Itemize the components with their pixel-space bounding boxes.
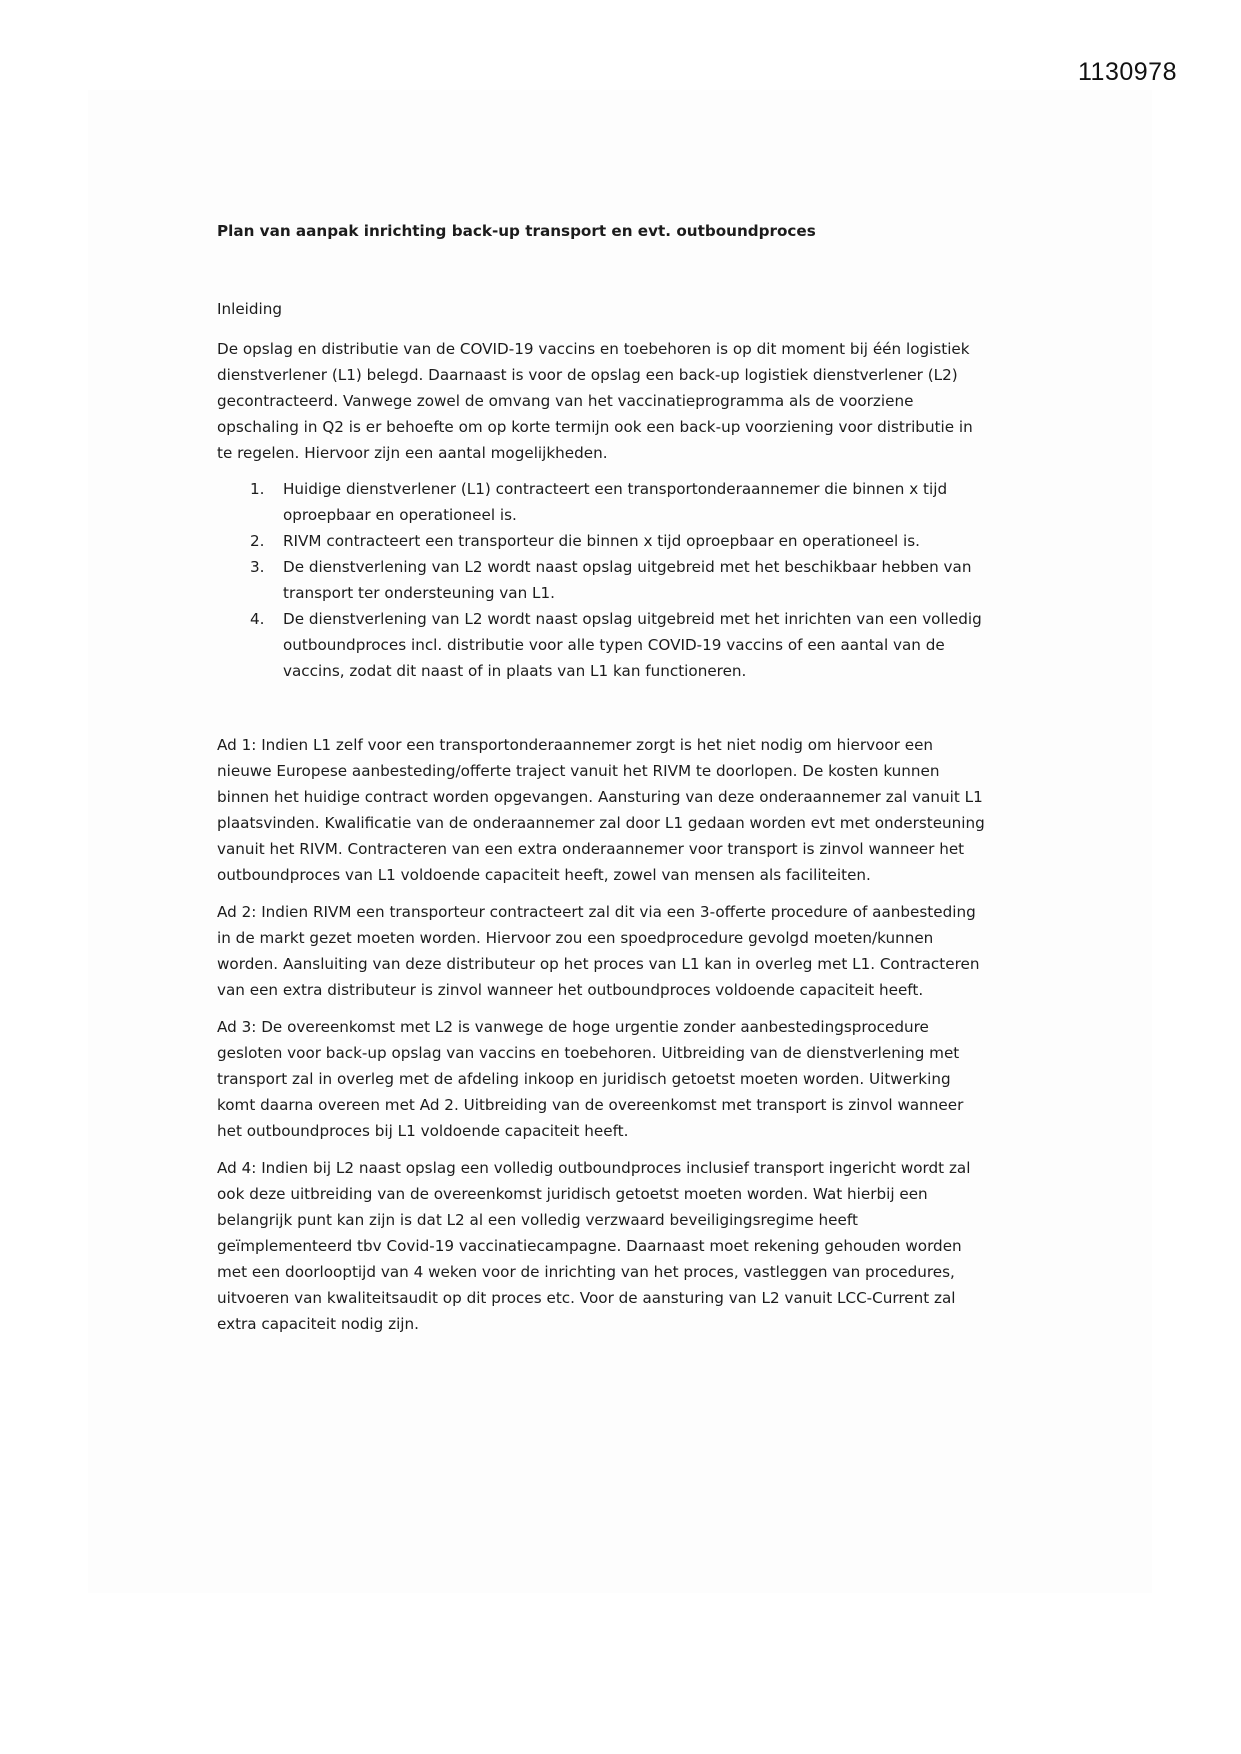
text-line: outboundproces incl. distributie voor alle typen COVID-19 vaccins of een aantal van de	[283, 636, 945, 654]
options-list	[217, 476, 1037, 684]
document-title: Plan van aanpak inrichting back-up transport en evt. outboundproces	[217, 222, 816, 240]
ad-2-paragraph	[217, 899, 1037, 1003]
text-line: dienstverlener (L1) belegd. Daarnaast is voor de opslag een back-up logistiek dienstverlener (L2)	[217, 366, 958, 384]
text-line: geïmplementeerd tbv Covid-19 vaccinatiecampagne. Daarnaast moet rekening gehouden worden	[217, 1237, 962, 1255]
text-line: transport zal in overleg met de afdeling inkoop en juridisch getoetst moeten worden. Uitwerking	[217, 1070, 951, 1088]
text-line: De opslag en distributie van de COVID-19 vaccins en toebehoren is op dit moment bij één logistiek	[217, 340, 970, 358]
section-heading-inleiding: Inleiding	[217, 300, 283, 318]
text-line: komt daarna overeen met Ad 2. Uitbreiding van de overeenkomst met transport is zinvol wanneer	[217, 1096, 964, 1114]
text-line: Huidige dienstverlener (L1) contracteert een transportonderaannemer die binnen x tijd	[283, 480, 948, 498]
option-item-3	[217, 554, 1037, 606]
text-line: vanuit het RIVM. Contracteren van een extra onderaannemer voor transport is zinvol wanneer het	[217, 840, 965, 858]
ad-4-paragraph	[217, 1155, 1037, 1337]
text-line: Ad 2: Indien RIVM een transporteur contracteert zal dit via een 3-offerte procedure of aanbesteding	[217, 903, 976, 921]
text-line: met een doorlooptijd van 4 weken voor de inrichting van het proces, vastleggen van procedures,	[217, 1263, 955, 1281]
option-item-2	[217, 528, 1037, 554]
text-line: binnen het huidige contract worden opgevangen. Aansturing van deze onderaannemer zal vanuit L1	[217, 788, 983, 806]
text-line: De dienstverlening van L2 wordt naast opslag uitgebreid met het inrichten van een volledig	[283, 610, 982, 628]
option-item-4	[217, 606, 1037, 684]
text-line: gecontracteerd. Vanwege zowel de omvang van het vaccinatieprogramma als de voorziene	[217, 392, 914, 410]
text-line: worden. Aansluiting van deze distributeur op het proces van L1 kan in overleg met L1. Contracteren	[217, 955, 980, 973]
text-line: nieuwe Europese aanbesteding/offerte traject vanuit het RIVM te doorlopen. De kosten kunnen	[217, 762, 940, 780]
text-line: Ad 3: De overeenkomst met L2 is vanwege de hoge urgentie zonder aanbestedingsprocedure	[217, 1018, 929, 1036]
list-number: 4.	[250, 610, 265, 628]
text-line: extra capaciteit nodig zijn.	[217, 1315, 419, 1333]
text-line: Ad 4: Indien bij L2 naast opslag een volledig outboundproces inclusief transport ingericht wordt zal	[217, 1159, 971, 1177]
intro-paragraph	[217, 336, 1037, 466]
text-line: Ad 1: Indien L1 zelf voor een transportonderaannemer zorgt is het niet nodig om hiervoor een	[217, 736, 934, 754]
document-number: 1130978	[1078, 58, 1177, 86]
ad-1-paragraph	[217, 732, 1037, 888]
list-number: 2.	[250, 532, 265, 550]
text-line: te regelen. Hiervoor zijn een aantal mogelijkheden.	[217, 444, 608, 462]
text-line: het outboundproces bij L1 voldoende capaciteit heeft.	[217, 1122, 629, 1140]
text-line: RIVM contracteert een transporteur die binnen x tijd oproepbaar en operationeel is.	[283, 532, 920, 550]
text-line: vaccins, zodat dit naast of in plaats van L1 kan functioneren.	[283, 662, 747, 680]
text-line: transport ter ondersteuning van L1.	[283, 584, 555, 602]
text-line: oproepbaar en operationeel is.	[283, 506, 517, 524]
list-number: 1.	[250, 480, 265, 498]
text-line: ook deze uitbreiding van de overeenkomst juridisch getoetst moeten worden. Wat hierbij een	[217, 1185, 928, 1203]
text-line: opschaling in Q2 is er behoefte om op korte termijn ook een back-up voorziening voor distributie in	[217, 418, 973, 436]
text-line: gesloten voor back-up opslag van vaccins en toebehoren. Uitbreiding van de dienstverlening met	[217, 1044, 960, 1062]
ad-3-paragraph	[217, 1014, 1037, 1144]
text-line: De dienstverlening van L2 wordt naast opslag uitgebreid met het beschikbaar hebben van	[283, 558, 972, 576]
text-line: outboundproces van L1 voldoende capaciteit heeft, zowel van mensen als faciliteiten.	[217, 866, 871, 884]
option-item-1	[217, 476, 1037, 528]
text-line: belangrijk punt kan zijn is dat L2 al een volledig verzwaard beveiligingsregime heeft	[217, 1211, 858, 1229]
text-line: plaatsvinden. Kwalificatie van de onderaannemer zal door L1 gedaan worden evt met ondersteuning	[217, 814, 985, 832]
text-line: in de markt gezet moeten worden. Hiervoor zou een spoedprocedure gevolgd moeten/kunnen	[217, 929, 934, 947]
text-line: van een extra distributeur is zinvol wanneer het outboundproces voldoende capaciteit heeft.	[217, 981, 924, 999]
document-body	[217, 218, 1037, 1337]
list-number: 3.	[250, 558, 265, 576]
text-line: uitvoeren van kwaliteitsaudit op dit proces etc. Voor de aansturing van L2 vanuit LCC-Current zal	[217, 1289, 956, 1307]
